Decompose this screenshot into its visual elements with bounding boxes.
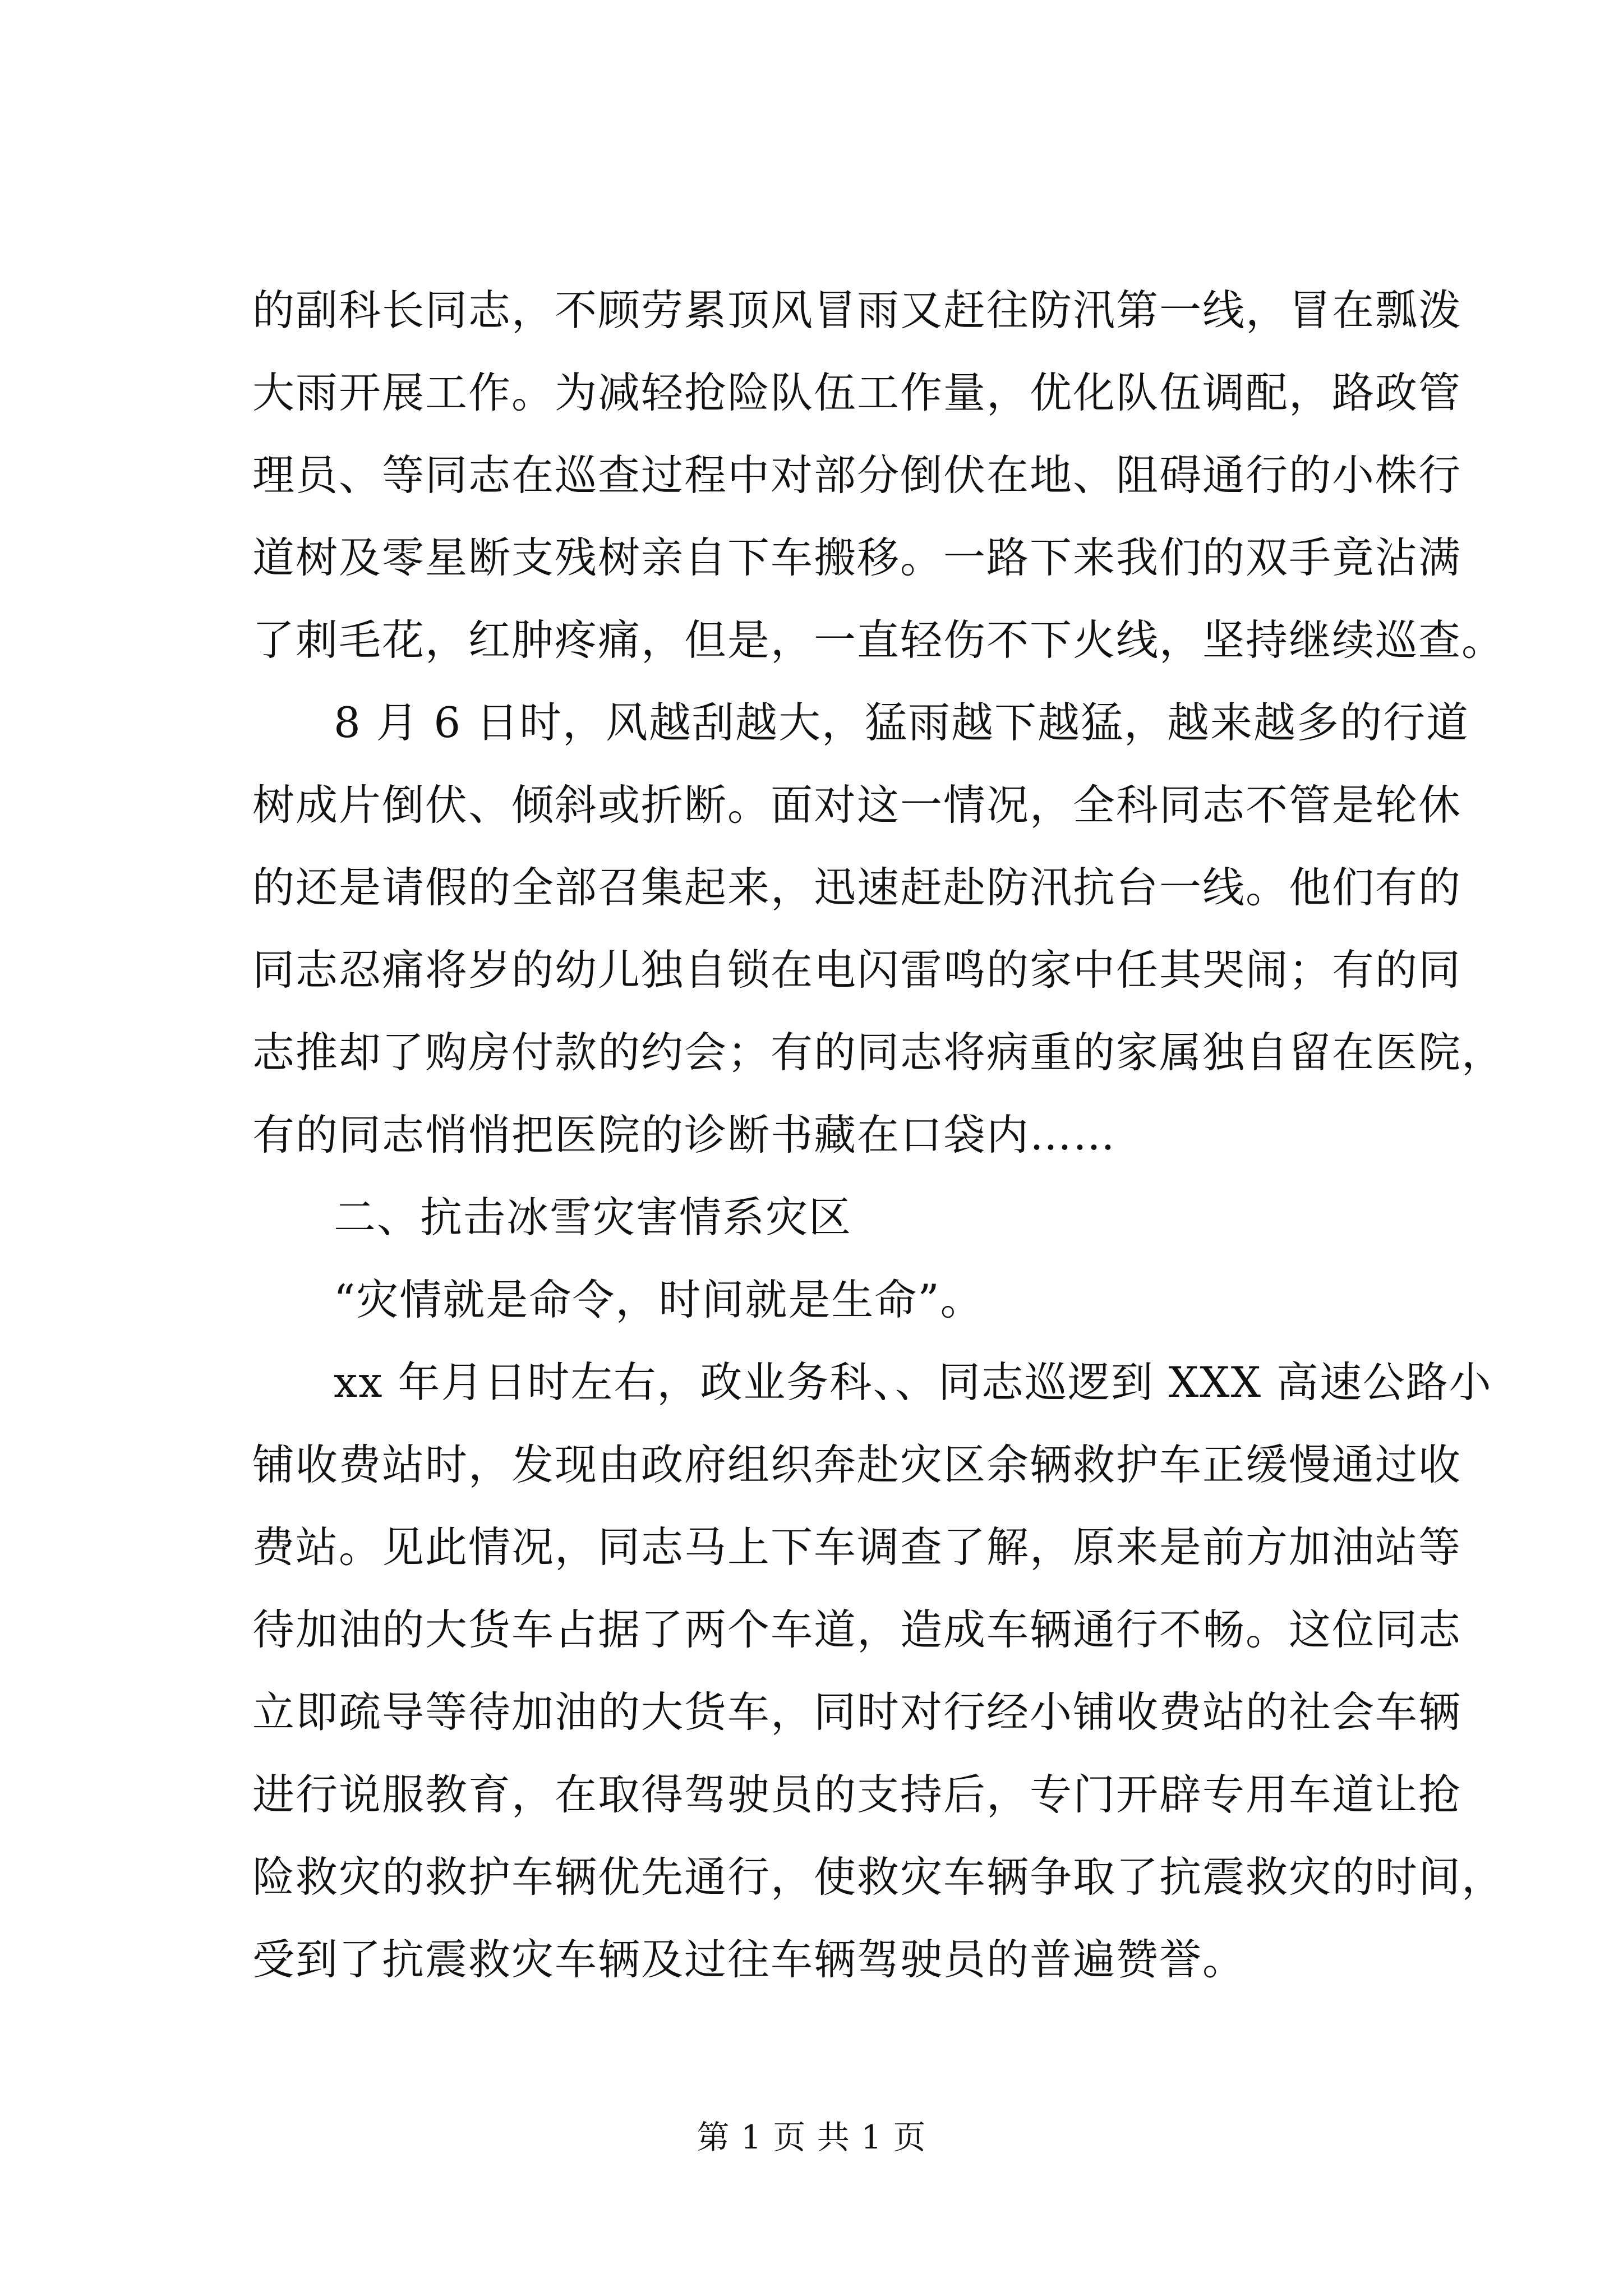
text-line: 待加油的大货车占据了两个车道，造成车辆通行不畅。这位同志	[252, 1605, 1462, 1654]
text-line: 的副科长同志，不顾劳累顶风冒雨又赶往防汛第一线，冒在瓢泼	[252, 286, 1462, 335]
text-line: 同志忍痛将岁的幼儿独自锁在电闪雷鸣的家中任其哭闹；有的同	[252, 945, 1462, 995]
text-line: 道树及零星断支残树亲自下车搬移。一路下来我们的双手竟沾满	[252, 533, 1462, 582]
section-heading: 二、抗击冰雪灾害情系灾区	[334, 1193, 852, 1242]
text-line: 险救灾的救护车辆优先通行，使救灾车辆争取了抗震救灾的时间，	[252, 1852, 1505, 1902]
text-line: 进行说服教育，在取得驾驶员的支持后，专门开辟专用车道让抢	[252, 1770, 1462, 1819]
text-line: 志推却了购房付款的约会；有的同志将病重的家属独自留在医院，	[252, 1028, 1505, 1077]
text-line: 8 月 6 日时，风越刮越大，猛雨越下越猛，越来越多的行道	[334, 698, 1469, 747]
text-line: xx 年月日时左右，政业务科、、同志巡逻到 XXX 高速公路小	[334, 1358, 1492, 1407]
body-text	[252, 269, 1505, 2001]
page-footer: 第 1 页 共 1 页	[697, 2118, 926, 2156]
text-line: 了刺毛花，红肿疼痛，但是，一直轻伤不下火线，坚持继续巡查。	[252, 615, 1505, 665]
text-line: 受到了抗震救灾车辆及过往车辆驾驶员的普遍赞誉。	[252, 1935, 1246, 1984]
text-line: 大雨开展工作。为减轻抢险队伍工作量，优化队伍调配，路政管	[252, 368, 1462, 417]
text-line: 树成片倒伏、倾斜或折断。面对这一情况，全科同志不管是轮休	[252, 780, 1462, 830]
text-line: “灾情就是命令，时间就是生命”。	[334, 1275, 984, 1324]
text-line: 铺收费站时，发现由政府组织奔赴灾区余辆救护车正缓慢通过收	[252, 1440, 1462, 1489]
text-line: 的还是请假的全部召集起来，迅速赶赴防汛抗台一线。他们有的	[252, 863, 1462, 912]
text-line: 理员、等同志在巡查过程中对部分倒伏在地、阻碍通行的小株行	[252, 450, 1462, 500]
text-line: 立即疏导等待加油的大货车，同时对行经小铺收费站的社会车辆	[252, 1687, 1462, 1737]
text-line: 有的同志悄悄把医院的诊断书藏在口袋内……	[252, 1110, 1117, 1159]
text-line: 费站。见此情况，同志马上下车调查了解，原来是前方加油站等	[252, 1522, 1462, 1572]
